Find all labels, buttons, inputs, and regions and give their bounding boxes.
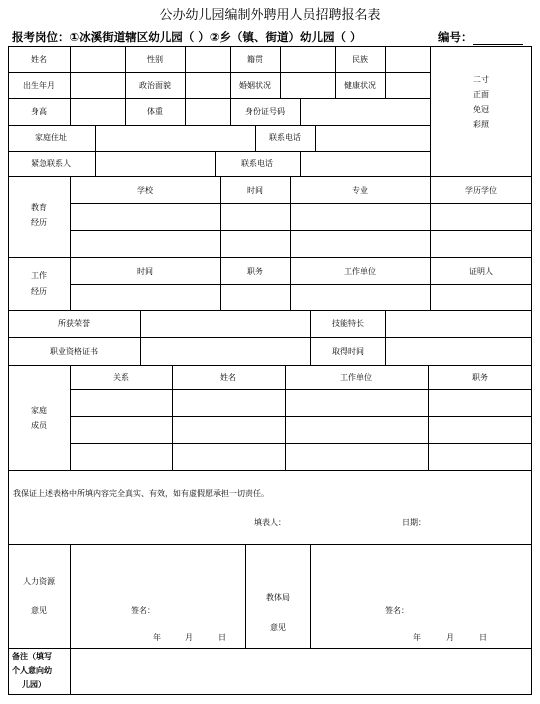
edu-day-label: 日 xyxy=(479,633,487,642)
label-politics: 政治面貌 xyxy=(139,81,171,90)
label-health: 健康状况 xyxy=(344,81,376,90)
photo-line-3: 免冠 xyxy=(473,105,489,114)
label-phone: 联系电话 xyxy=(269,133,301,142)
number-label: 编号： xyxy=(438,30,473,44)
remarks-line-2: 个人意向幼 xyxy=(12,666,52,675)
label-skills: 技能特长 xyxy=(332,319,364,328)
hr-opinion-label-1: 人力资源 xyxy=(23,577,55,586)
label-obtained-time: 取得时间 xyxy=(332,347,364,356)
label-phone-2: 联系电话 xyxy=(241,159,273,168)
work-label-2: 经历 xyxy=(31,287,47,296)
work-header-time: 时间 xyxy=(137,267,153,276)
edu-sign-label: 签名： xyxy=(385,606,409,615)
family-header-employer: 工作单位 xyxy=(340,373,372,382)
education-label-1: 教育 xyxy=(31,203,47,212)
label-native-place: 籍贯 xyxy=(247,55,263,64)
form-title: 公办幼儿园编制外聘用人员招聘报名表 xyxy=(159,8,381,23)
edu-month-label: 月 xyxy=(446,633,454,642)
education-header-major: 专业 xyxy=(352,186,368,195)
declaration-filler: 填表人： xyxy=(254,518,286,527)
label-address: 家庭住址 xyxy=(35,133,67,142)
edu-year-label: 年 xyxy=(413,633,421,642)
edu-opinion-label-1: 教体局 xyxy=(266,593,290,602)
label-name: 姓名 xyxy=(31,55,47,64)
label-id-number: 身份证号码 xyxy=(245,107,285,116)
label-certificate: 职业资格证书 xyxy=(50,347,98,356)
hr-year-label: 年 xyxy=(153,633,161,642)
label-weight: 体重 xyxy=(147,107,163,116)
label-gender: 性别 xyxy=(147,55,163,64)
family-label-1: 家庭 xyxy=(31,406,47,415)
education-header-time: 时间 xyxy=(247,186,263,195)
label-height: 身高 xyxy=(31,107,47,116)
work-label-1: 工作 xyxy=(31,271,47,280)
label-birth: 出生年月 xyxy=(23,81,55,90)
label-marital: 婚姻状况 xyxy=(239,81,271,90)
label-emergency-contact: 紧急联系人 xyxy=(31,159,71,168)
work-header-position: 职务 xyxy=(247,267,263,276)
work-header-employer: 工作单位 xyxy=(344,267,376,276)
label-ethnicity: 民族 xyxy=(352,55,368,64)
family-header-name: 姓名 xyxy=(220,373,236,382)
label-awards: 所获荣誉 xyxy=(58,319,90,328)
hr-opinion-label-2: 意见 xyxy=(31,606,47,615)
position-line: 报考岗位：①冰溪街道辖区幼儿园（ ）②乡（镇、街道）幼儿园（ ） xyxy=(12,30,362,44)
edu-opinion-label-2: 意见 xyxy=(270,623,286,632)
education-label-2: 经历 xyxy=(31,218,47,227)
remarks-line-3: 儿园） xyxy=(22,680,46,689)
hr-month-label: 月 xyxy=(185,633,193,642)
remarks-line-1: 备注（填写 xyxy=(12,652,52,661)
declaration-date: 日期： xyxy=(402,518,426,527)
family-label-2: 成员 xyxy=(31,421,47,430)
photo-line-2: 正面 xyxy=(473,90,489,99)
family-header-relation: 关系 xyxy=(113,373,129,382)
hr-sign-label: 签名： xyxy=(131,606,155,615)
education-header-degree: 学历学位 xyxy=(465,186,497,195)
photo-line-1: 二寸 xyxy=(473,75,489,84)
hr-day-label: 日 xyxy=(218,633,226,642)
declaration-text: 我保证上述表格中所填内容完全真实、有效，如有虚假愿承担一切责任。 xyxy=(13,489,269,498)
family-header-position: 职务 xyxy=(472,373,488,382)
education-header-school: 学校 xyxy=(137,186,153,195)
work-header-reference: 证明人 xyxy=(469,267,493,276)
photo-line-4: 彩照 xyxy=(473,120,489,129)
